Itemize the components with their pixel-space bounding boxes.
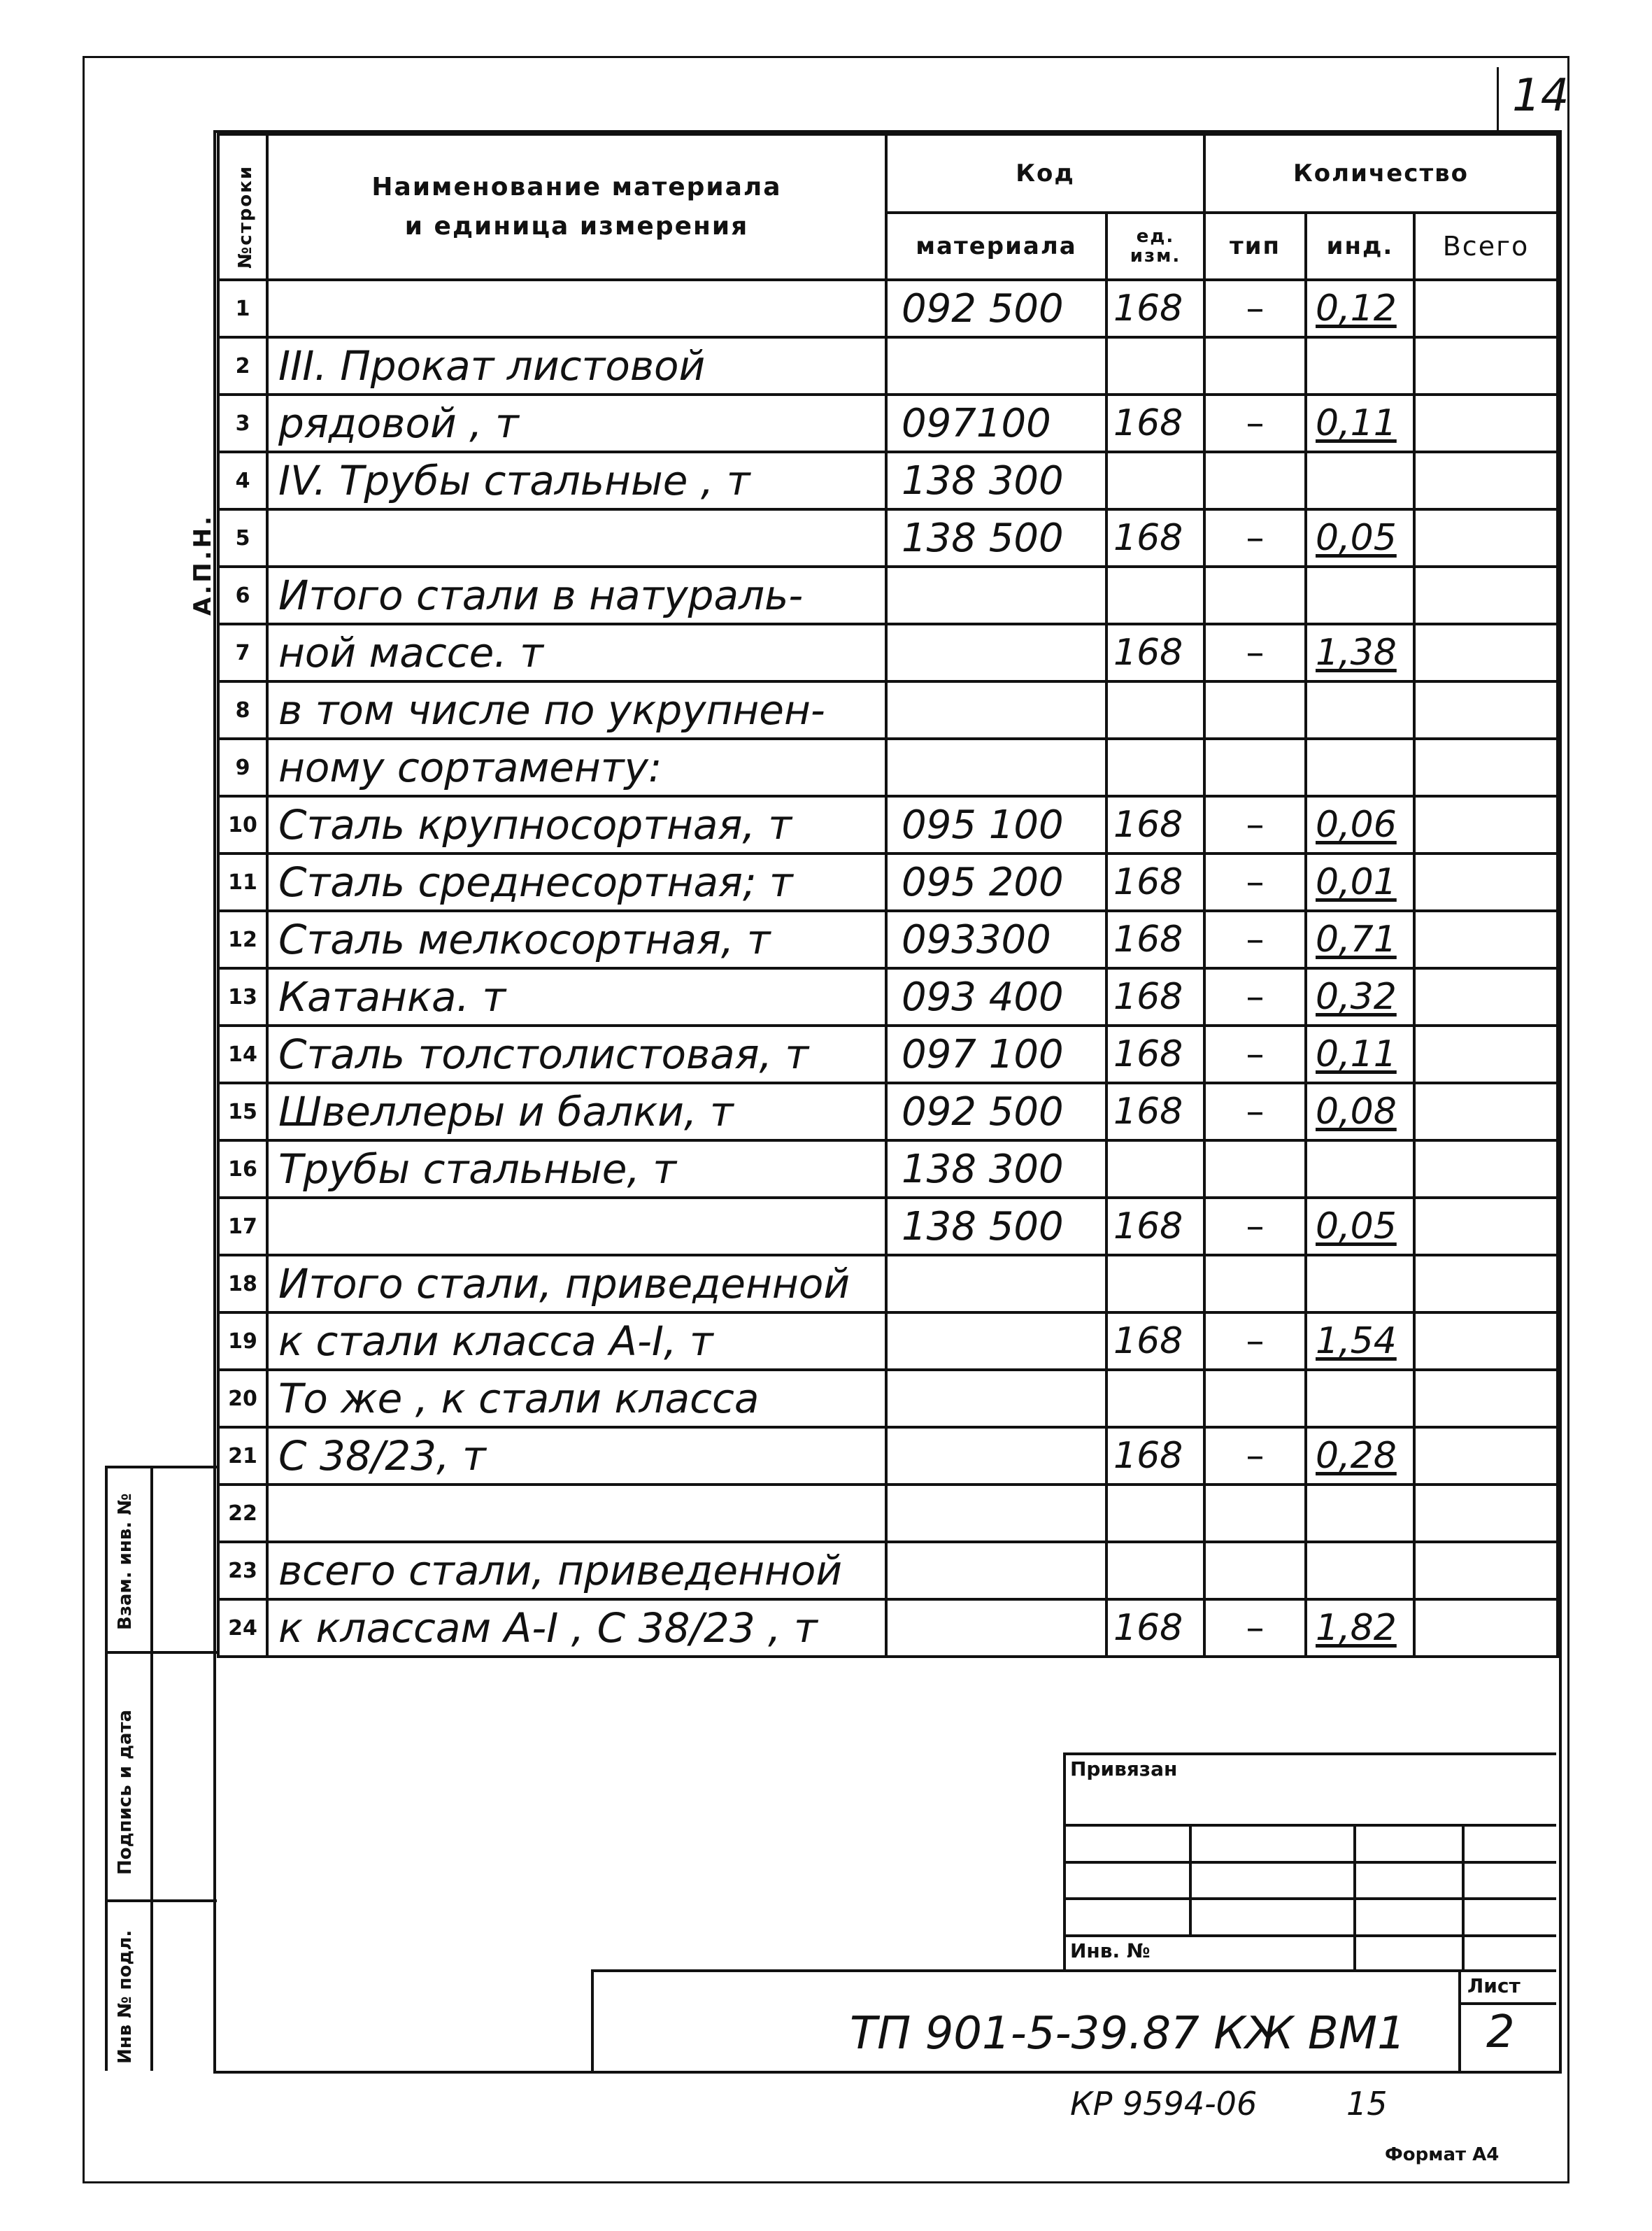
quantity-total: [1414, 624, 1558, 681]
quantity-type: –: [1204, 1198, 1306, 1255]
stamp-code: КР 9594-06: [1070, 2085, 1258, 2123]
quantity-type: –: [1204, 624, 1306, 681]
header-type: тип: [1204, 213, 1306, 280]
quantity-type: –: [1204, 854, 1306, 911]
unit-code: 168: [1106, 796, 1204, 854]
quantity-ind: 0,08: [1306, 1083, 1414, 1140]
unit-code: [1106, 681, 1204, 739]
material-code: 095 200: [886, 854, 1106, 911]
inv-podl-label: Инв № подл.: [115, 1929, 136, 2064]
sheet-box-left: [1458, 1969, 1461, 2071]
header-quantity: Количество: [1204, 134, 1558, 213]
quantity-ind: [1306, 1255, 1414, 1312]
quantity-type: [1204, 1485, 1306, 1542]
row-number: 2: [218, 337, 267, 395]
header-unit: [1106, 213, 1204, 280]
material-name: ной массе. т: [267, 624, 886, 681]
priv-v2: [1353, 1824, 1356, 1971]
material-name: в том числе по укрупнен-: [267, 681, 886, 739]
unit-code: [1106, 739, 1204, 796]
quantity-ind: 0,01: [1306, 854, 1414, 911]
unit-code: 168: [1106, 854, 1204, 911]
quantity-total: [1414, 395, 1558, 452]
quantity-ind: [1306, 681, 1414, 739]
quantity-ind: [1306, 337, 1414, 395]
designation-left: [591, 1969, 594, 2071]
quantity-type: –: [1204, 1026, 1306, 1083]
quantity-total: [1414, 1427, 1558, 1485]
quantity-type: [1204, 739, 1306, 796]
quantity-type: –: [1204, 968, 1306, 1026]
left-strip-div2: [105, 1899, 217, 1902]
unit-code: 168: [1106, 968, 1204, 1026]
table-row: [218, 452, 1558, 509]
material-name: Сталь среднесортная; т: [267, 854, 886, 911]
left-strip-inner: [150, 1466, 153, 2071]
header-total: Всего: [1414, 213, 1558, 280]
material-code: 093 400: [886, 968, 1106, 1026]
unit-code: 168: [1106, 624, 1204, 681]
quantity-ind: 0,06: [1306, 796, 1414, 854]
table-row: [218, 395, 1558, 452]
quantity-ind: 1,82: [1306, 1599, 1414, 1657]
material-code: 093300: [886, 911, 1106, 968]
row-number: 4: [218, 452, 267, 509]
quantity-type: –: [1204, 1083, 1306, 1140]
specification-body: [218, 280, 1558, 1657]
table-row: [218, 1255, 1558, 1312]
quantity-total: [1414, 739, 1558, 796]
quantity-total: [1414, 911, 1558, 968]
quantity-ind: [1306, 1542, 1414, 1599]
quantity-type: –: [1204, 395, 1306, 452]
row-number: 7: [218, 624, 267, 681]
row-number: 3: [218, 395, 267, 452]
quantity-total: [1414, 1255, 1558, 1312]
specification-table: [217, 133, 1559, 1658]
quantity-total: [1414, 1370, 1558, 1427]
quantity-type: –: [1204, 911, 1306, 968]
quantity-type: [1204, 567, 1306, 624]
priv-h1: [1063, 1824, 1556, 1827]
material-name: Швеллеры и балки, т: [267, 1083, 886, 1140]
quantity-type: –: [1204, 1312, 1306, 1370]
material-name: рядовой , т: [267, 395, 886, 452]
table-row: [218, 1083, 1558, 1140]
material-name: Катанка. т: [267, 968, 886, 1026]
row-number: 12: [218, 911, 267, 968]
row-number: 14: [218, 1026, 267, 1083]
quantity-total: [1414, 1599, 1558, 1657]
quantity-total: [1414, 509, 1558, 567]
quantity-type: [1204, 681, 1306, 739]
row-number: 8: [218, 681, 267, 739]
quantity-ind: 0,28: [1306, 1427, 1414, 1485]
material-code: 092 500: [886, 280, 1106, 337]
sheet-label: Лист: [1467, 1974, 1521, 1997]
table-row: [218, 968, 1558, 1026]
material-name: Трубы стальные, т: [267, 1140, 886, 1198]
unit-code: 168: [1106, 1083, 1204, 1140]
quantity-ind: 1,38: [1306, 624, 1414, 681]
table-row: [218, 1485, 1558, 1542]
material-name: Сталь крупносортная, т: [267, 796, 886, 854]
unit-code: [1106, 1255, 1204, 1312]
material-name: Итого стали, приведенной: [267, 1255, 886, 1312]
sheet-box-mid: [1458, 2002, 1556, 2005]
quantity-ind: [1306, 1370, 1414, 1427]
material-name: [267, 1485, 886, 1542]
sheet-number: 2: [1486, 2006, 1515, 2058]
quantity-type: [1204, 337, 1306, 395]
table-row: [218, 1427, 1558, 1485]
material-code: 138 300: [886, 452, 1106, 509]
quantity-type: [1204, 1255, 1306, 1312]
table-row: [218, 911, 1558, 968]
quantity-ind: 0,71: [1306, 911, 1414, 968]
table-row: [218, 681, 1558, 739]
unit-code: [1106, 567, 1204, 624]
privyazan-label: Привязан: [1070, 1757, 1178, 1780]
quantity-ind: [1306, 739, 1414, 796]
row-number: 1: [218, 280, 267, 337]
inv-no-label: Инв. №: [1070, 1939, 1151, 1962]
material-code: [886, 681, 1106, 739]
unit-code: 168: [1106, 1599, 1204, 1657]
row-number: 23: [218, 1542, 267, 1599]
table-row: [218, 1026, 1558, 1083]
unit-code: 168: [1106, 280, 1204, 337]
priv-h4: [1063, 1934, 1556, 1937]
row-number: 17: [218, 1198, 267, 1255]
stamp-page: 15: [1346, 2085, 1388, 2123]
page-number: 14: [1512, 70, 1569, 122]
row-number: 6: [218, 567, 267, 624]
row-number: 24: [218, 1599, 267, 1657]
quantity-ind: 0,32: [1306, 968, 1414, 1026]
table-row: [218, 1140, 1558, 1198]
material-code: [886, 739, 1106, 796]
row-number: 22: [218, 1485, 267, 1542]
priv-h2: [1063, 1861, 1556, 1864]
material-name: к классам А-I , С 38/23 , т: [267, 1599, 886, 1657]
podpis-data-label: Подпись и дата: [115, 1709, 136, 1875]
left-strip-div1: [105, 1651, 217, 1654]
header-row-no-text: №строки: [235, 164, 256, 269]
row-number: 16: [218, 1140, 267, 1198]
material-name: III. Прокат листовой: [267, 337, 886, 395]
priv-top: [1063, 1752, 1556, 1755]
header-code: Код: [886, 134, 1204, 213]
material-code: [886, 1255, 1106, 1312]
quantity-ind: 0,11: [1306, 395, 1414, 452]
material-code: [886, 1370, 1106, 1427]
quantity-ind: 0,12: [1306, 280, 1414, 337]
quantity-ind: 0,05: [1306, 509, 1414, 567]
row-number: 9: [218, 739, 267, 796]
table-row: [218, 1198, 1558, 1255]
row-number: 13: [218, 968, 267, 1026]
material-name: Итого стали в натураль-: [267, 567, 886, 624]
header-material: материала: [886, 213, 1106, 280]
row-number: 18: [218, 1255, 267, 1312]
left-strip-top: [105, 1466, 217, 1468]
table-row: [218, 280, 1558, 337]
quantity-total: [1414, 567, 1558, 624]
quantity-type: –: [1204, 1599, 1306, 1657]
quantity-total: [1414, 1485, 1558, 1542]
row-number: 5: [218, 509, 267, 567]
priv-h3: [1063, 1897, 1556, 1900]
unit-code: 168: [1106, 1312, 1204, 1370]
material-code: [886, 1599, 1106, 1657]
quantity-type: [1204, 1140, 1306, 1198]
unit-code: [1106, 1542, 1204, 1599]
material-code: 097 100: [886, 1026, 1106, 1083]
quantity-ind: 1,54: [1306, 1312, 1414, 1370]
quantity-total: [1414, 1542, 1558, 1599]
material-code: [886, 567, 1106, 624]
material-code: [886, 1427, 1106, 1485]
vzam-inv-label: Взам. инв. №: [115, 1493, 136, 1630]
quantity-type: –: [1204, 280, 1306, 337]
unit-code: 168: [1106, 509, 1204, 567]
material-name: [267, 509, 886, 567]
material-name: всего стали, приведенной: [267, 1542, 886, 1599]
quantity-ind: 0,05: [1306, 1198, 1414, 1255]
material-code: [886, 1485, 1106, 1542]
quantity-total: [1414, 968, 1558, 1026]
quantity-type: –: [1204, 1427, 1306, 1485]
quantity-ind: [1306, 1485, 1414, 1542]
row-number: 11: [218, 854, 267, 911]
material-name: С 38/23, т: [267, 1427, 886, 1485]
quantity-total: [1414, 280, 1558, 337]
material-code: [886, 1312, 1106, 1370]
table-row: [218, 1542, 1558, 1599]
table-row: [218, 854, 1558, 911]
table-row: [218, 739, 1558, 796]
material-code: 095 100: [886, 796, 1106, 854]
left-strip-outer: [105, 1466, 108, 2071]
material-name: Сталь толстолистовая, т: [267, 1026, 886, 1083]
table-row: [218, 509, 1558, 567]
quantity-type: –: [1204, 509, 1306, 567]
header-name-line2: и единица измерения: [404, 212, 749, 241]
unit-code: [1106, 337, 1204, 395]
table-row: [218, 1370, 1558, 1427]
quantity-total: [1414, 796, 1558, 854]
material-name: Сталь мелкосортная, т: [267, 911, 886, 968]
designation-top: [591, 1969, 1556, 1972]
row-number: 10: [218, 796, 267, 854]
header-name: [267, 134, 886, 280]
material-name: То же , к стали класса: [267, 1370, 886, 1427]
unit-code: 168: [1106, 395, 1204, 452]
priv-v3: [1462, 1824, 1465, 1971]
unit-code: 168: [1106, 1427, 1204, 1485]
quantity-total: [1414, 1140, 1558, 1198]
table-row: [218, 567, 1558, 624]
unit-code: [1106, 1370, 1204, 1427]
priv-v1: [1189, 1824, 1192, 1936]
row-number: 20: [218, 1370, 267, 1427]
material-code: 138 300: [886, 1140, 1106, 1198]
header-name-line1: Наименование материала: [371, 173, 782, 201]
quantity-type: [1204, 1370, 1306, 1427]
format-label: Формат А4: [1385, 2144, 1500, 2165]
material-name: [267, 280, 886, 337]
material-code: 138 500: [886, 509, 1106, 567]
quantity-total: [1414, 452, 1558, 509]
quantity-total: [1414, 337, 1558, 395]
quantity-type: [1204, 452, 1306, 509]
unit-code: [1106, 1485, 1204, 1542]
quantity-total: [1414, 1312, 1558, 1370]
material-name: к стали класса А-I, т: [267, 1312, 886, 1370]
quantity-total: [1414, 1198, 1558, 1255]
row-number: 21: [218, 1427, 267, 1485]
material-name: IV. Трубы стальные , т: [267, 452, 886, 509]
header-unit-text: ед. изм.: [1130, 226, 1181, 267]
quantity-type: [1204, 1542, 1306, 1599]
quantity-ind: [1306, 1140, 1414, 1198]
row-number: 15: [218, 1083, 267, 1140]
table-row: [218, 1312, 1558, 1370]
material-code: 097100: [886, 395, 1106, 452]
material-name: ному сортаменту:: [267, 739, 886, 796]
material-code: [886, 337, 1106, 395]
material-code: 138 500: [886, 1198, 1106, 1255]
table-row: [218, 1599, 1558, 1657]
material-code: 092 500: [886, 1083, 1106, 1140]
quantity-type: –: [1204, 796, 1306, 854]
unit-code: [1106, 452, 1204, 509]
unit-code: [1106, 1140, 1204, 1198]
table-row: [218, 796, 1558, 854]
material-name: [267, 1198, 886, 1255]
table-row: [218, 624, 1558, 681]
quantity-ind: [1306, 567, 1414, 624]
material-code: [886, 1542, 1106, 1599]
designation: ТП 901-5-39.87 КЖ ВМ1: [850, 2008, 1406, 2060]
header-ind: инд.: [1306, 213, 1414, 280]
quantity-total: [1414, 1026, 1558, 1083]
unit-code: 168: [1106, 911, 1204, 968]
quantity-ind: [1306, 452, 1414, 509]
quantity-total: [1414, 854, 1558, 911]
unit-code: 168: [1106, 1026, 1204, 1083]
quantity-total: [1414, 681, 1558, 739]
row-number: 19: [218, 1312, 267, 1370]
material-code: [886, 624, 1106, 681]
quantity-ind: 0,11: [1306, 1026, 1414, 1083]
table-row: [218, 337, 1558, 395]
side-stamp: А.П.Н.: [189, 514, 217, 616]
header-row-no: [218, 134, 267, 280]
unit-code: 168: [1106, 1198, 1204, 1255]
quantity-total: [1414, 1083, 1558, 1140]
